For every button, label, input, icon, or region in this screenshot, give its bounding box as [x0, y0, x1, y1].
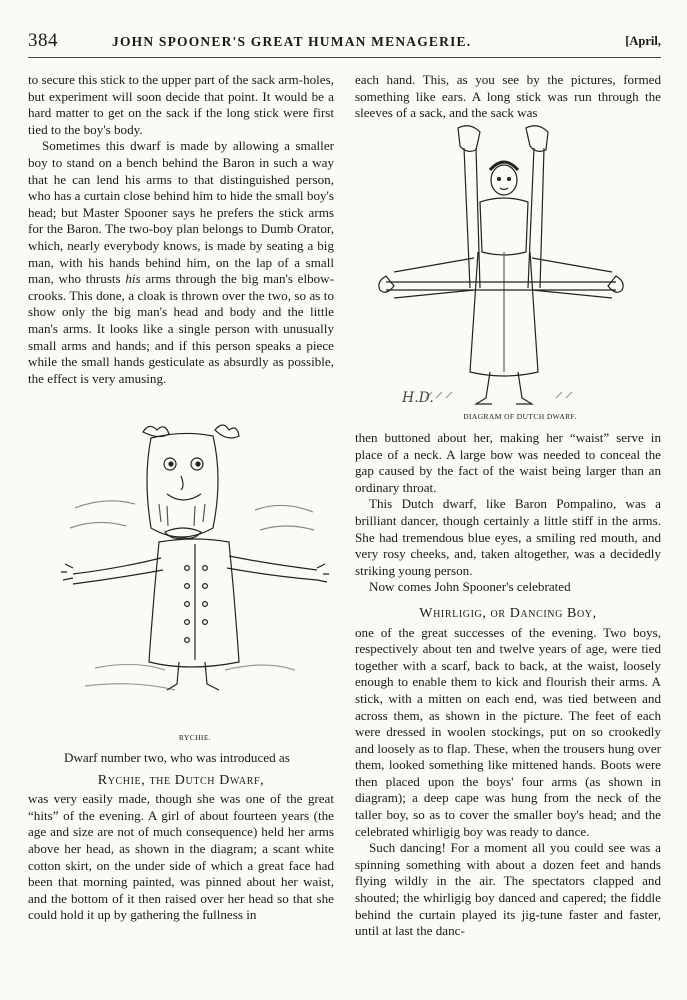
right-column-text — [355, 72, 661, 122]
right-column-bottom — [355, 430, 661, 940]
section-heading-whirligig: Whirligig, or Dancing Boy, — [419, 605, 597, 621]
artist-monogram: H.D. — [402, 390, 434, 406]
italic-word: his — [125, 271, 141, 287]
paragraph: Dwarf number two, who was introduced as — [64, 750, 290, 765]
paragraph: one of the great successes of the evening. Two boys, respectively about ten and twelve years of age, were tied together with a scarf, back to back, at the waist, loosely enough to enable them to kick and flourish their arms. A stick, with a mitten on each end, was tied between and across them, as shown in the picture. The feet of each were dressed in woolen stockings, put on so crookedly and loosely as to flap. These, when the trousers hung over them, looked something like mittened hands. Boots were then placed upon the boys' four arms (as shown in diagram); a deep cape was hung from the neck of the taller boy, so as to cover the smaller boy's head; and the celebrated whirligig boy was ready to dance. — [355, 624, 661, 839]
paragraph: Now comes John Spooner's celebrated — [369, 579, 571, 595]
text-run: arms through the big man's elbow-crooks. This done, a cloak is thrown over the two, so as to show only the big man's head and body and the little man's arms. It looks like a single person with unusually small arms and hands; and if this person speaks a piece while the small hands gesticulate as absurdly as possible, the effect is very amusing. — [28, 271, 334, 386]
text-run: Sometimes this dwarf is made by allowing a smaller boy to stand on a bench behind the Baron in such a way that he can lend his arms to that distinguished person, who has a curtain close behind him to hide the small boy's head; but Master Spooner says he prefers the stick arms for the Baron. The two-boy plan belongs to Dumb Orator, which, nearly everybody knows, is made by seating a big man, with his hands behind him, on the lap of a small man, who thrusts — [28, 138, 334, 287]
left-column-bottom — [28, 750, 334, 924]
page-number: 384 — [28, 30, 58, 51]
paragraph: to secure this stick to the upper part of the sack arm-holes, but experiment will soon decide that point. It would be a hard matter to get on the sack if the long stick were first tied to the boy's body. — [28, 72, 334, 137]
figure-caption-rychie: RYCHIE. — [178, 733, 212, 742]
paragraph: This Dutch dwarf, like Baron Pompalino, was a brilliant dancer, though certainly a little stiff in the arms. She had tremendous blue eyes, a smiling red mouth, and very rosy cheeks, and, taken altogether, was a decidedly striking young person. — [355, 496, 661, 578]
running-title: JOHN SPOONER'S GREAT HUMAN MENAGERIE. — [112, 34, 472, 49]
page-header — [28, 30, 661, 52]
paragraph — [28, 138, 334, 387]
paragraph: each hand. This, as you see by the pictures, formed something like ears. A long stick was run through the sleeves of a sack, and the sack was — [355, 72, 661, 121]
issue-month: [April, — [625, 34, 661, 48]
section-heading-rychie: Rychie, the Dutch Dwarf, — [97, 772, 265, 788]
header-rule — [28, 57, 661, 58]
left-column-text — [28, 72, 334, 387]
paragraph: was very easily made, though she was one of the great “hits” of the evening. A girl of about fourteen years (the age and size are not of much consequence) held her arms above her head, as shown in the diagram; a scant white cotton skirt, on the under side of which a great face had been that morning painted, was pinned about her waist, and the bottom of it then raised over her head so that she could hold it up by gathering the fullness in — [28, 791, 334, 923]
dutch-dwarf-diagram — [366, 122, 636, 410]
figure-caption-dutch: DIAGRAM OF DUTCH DWARF. — [463, 412, 577, 421]
paragraph: Such dancing! For a moment all you could see was a spinning something with about a dozen feet and hands flying wildly in the air. The spectators clapped and shouted; the whirligig boy danced and capered; the fiddle behind the curtain played its jig-tune faster and faster, until at last the danc- — [355, 840, 661, 939]
rychie-illustration — [55, 418, 345, 728]
paragraph: then buttoned about her, making her “waist” serve in place of a neck. A large bow was needed to conceal the gap caused by the fact of the waist being larger than an ordinary throat. — [355, 430, 661, 495]
